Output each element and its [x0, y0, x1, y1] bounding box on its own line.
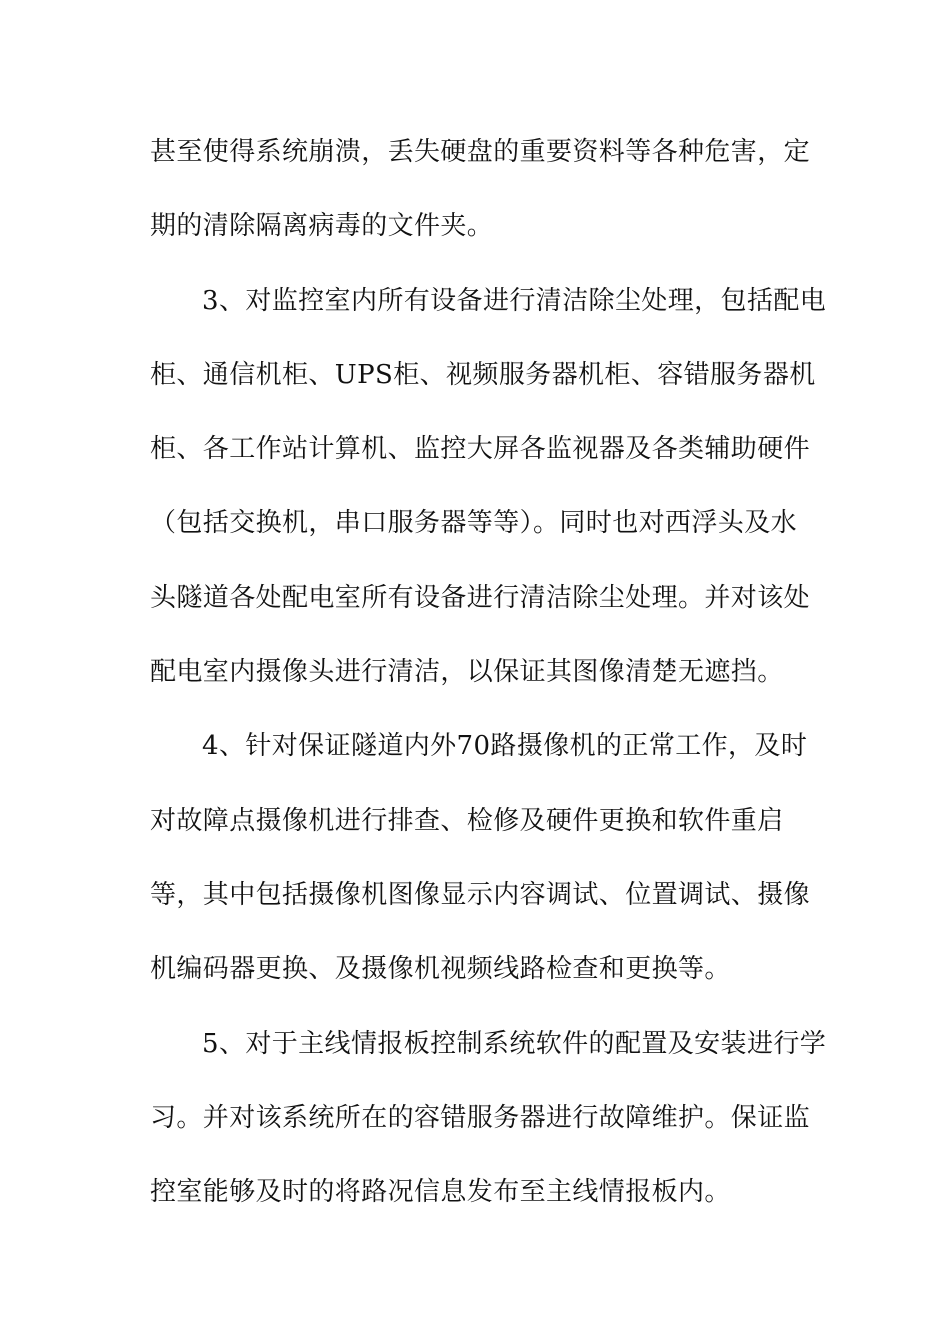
- text-line: 期的清除隔离病毒的文件夹。: [150, 211, 494, 242]
- text-line: 等，其中包括摄像机图像显示内容调试、位置调试、摄像: [150, 879, 811, 910]
- paragraph-5-first-line: 5、对于主线情报板控制系统软件的配置及安装进行学: [202, 1028, 827, 1059]
- document-body: [150, 115, 827, 1229]
- text-line: 柜、各工作站计算机、监控大屏各监视器及各类辅助硬件: [150, 434, 811, 465]
- text-line: 控室能够及时的将路况信息发布至主线情报板内。: [150, 1177, 731, 1208]
- text-line: （包括交换机，串口服务器等等）。同时也对西浮头及水: [150, 508, 798, 539]
- paragraph-4-first-line: 4、针对保证隧道内外70路摄像机的正常工作，及时: [202, 731, 808, 762]
- text-line: 柜、通信机柜、UPS柜、视频服务器机柜、容错服务器机: [150, 359, 816, 390]
- paragraph-3-first-line: 3、对监控室内所有设备进行清洁除尘处理，包括配电: [202, 285, 827, 316]
- text-line: 甚至使得系统崩溃，丢失硬盘的重要资料等各种危害，定: [150, 137, 811, 167]
- text-line: 对故障点摄像机进行排查、检修及硬件更换和软件重启: [150, 805, 784, 836]
- text-line: 习。并对该系统所在的容错服务器进行故障维护。保证监: [150, 1102, 811, 1133]
- text-line: 头隧道各处配电室所有设备进行清洁除尘处理。并对该处: [150, 582, 811, 613]
- text-line: 机编码器更换、及摄像机视频线路检查和更换等。: [150, 954, 731, 985]
- text-line: 配电室内摄像头进行清洁，以保证其图像清楚无遮挡。: [150, 657, 784, 688]
